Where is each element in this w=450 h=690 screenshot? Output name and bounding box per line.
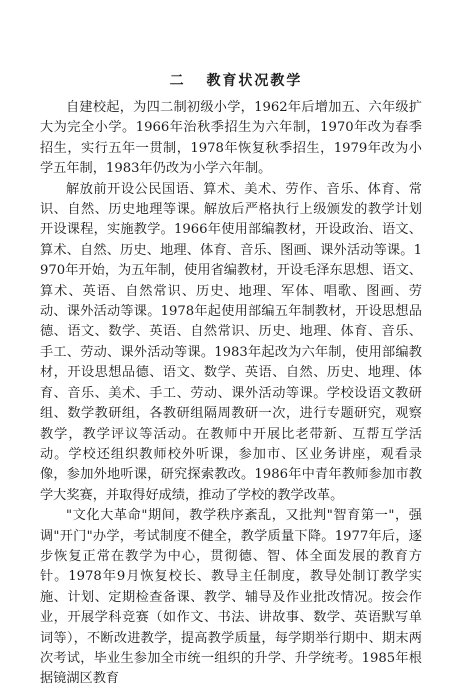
section-heading <box>40 70 422 90</box>
paragraph-teaching-reform: "文化大革命"期间，教学秩序紊乱，又批判"智育第一"，强调"开门"办学，考试制度不健全，教学质量下降。1977年后，逐步恢复正常在教学为中心，贯彻德、智、体全面发展的教育方针。1978年9月恢复校长、教导主任制度，教导处制订教学实施、计划、定期检查备课、教学、辅导及作业批改情况。按会作业，开展学科竞赛（如作文、书法、讲故事、数学、英语默写单词等），不断改进教学，提高教学质量，每学期举行期中、期末两次考试，毕业生参加全市统一组织的升学、升学统考。1985年根据镜湖区教育 <box>40 508 422 687</box>
paragraph-curriculum: 解放前开设公民国语、算术、美术、劳作、音乐、体育、常识、自然、历史地理等课。解放后严格执行上级颁发的教学计划开设课程，实施教学。1966年使用部编教材，开设政治、语文、算术、自然、历史、地理、体育、音乐、图画、课外活动等课。1970年开始，为五年制，使用省编教材，开设毛泽东思想、语文、算术、英语、自然常识、历史、地理、军体、唱歌、图画、劳动、课外活动等课。1978年起使用部编五年制教材，开设思想品德、语文、数学、英语、自然常识、历史、地理、体育、音乐、手工、劳动、课外活动等课。1983年起改为六年制，使用部编教材，开设思想品德、语文、数学、英语、自然、历史、地理、体育、音乐、美术、手工、劳动、课外活动等课。学校设语文教研组、数学教研组，各教研组隔周教研一次，进行专题研究，观察教学，教学评议等活动。在教师中开展比老带新、互帮互学活动。学校还组织教师校外听课，参加市、区业务讲座，观看录像，参加外地听课，研究探索教改。1986年中青年教师参加市教学大奖赛，并取得好成绩，推动了学校的教学改革。 <box>40 181 422 503</box>
section-number: 二 <box>169 73 186 89</box>
section-title: 教育状况教学 <box>206 73 303 89</box>
paragraph-school-history: 自建校起，为四二制初级小学，1962年后增加五、六年级扩大为完全小学。1966年治秋季招生为六年制，1970年改为春季招生，实行五年一贯制，1978年恢复秋季招生，1979年改为小学五年制，1983年仍改为小学六年制。 <box>40 100 422 177</box>
